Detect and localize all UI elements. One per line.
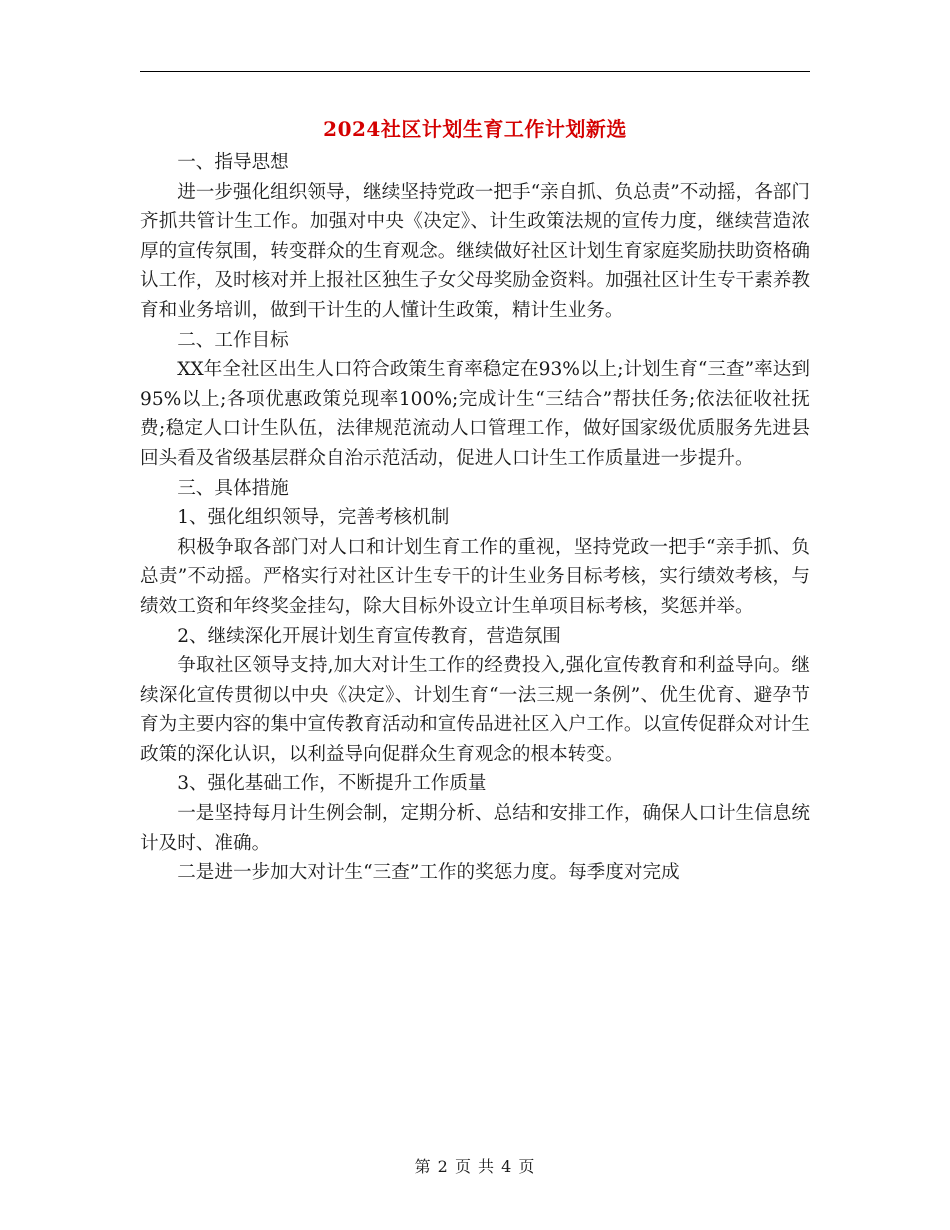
paragraph-guiding-ideology: 进一步强化组织领导，继续坚持党政一把手“亲自抓、负总责”不动摇，各部门齐抓共管计生工作。加强对中央《决定》、计生政策法规的宣传力度，继续营造浓厚的宣传氛围，转变群众的生育观念。继续做好社区计划生育家庭奖励扶助资格确认工作，及时核对并上报社区独生子女父母奖励金资料。加强社区计生专干素养教育和业务培训，做到干计生的人懂计生政策，精计生业务。: [140, 181, 810, 321]
document-title: 2024社区计划生育工作计划新选: [323, 117, 627, 141]
subheading-measure-3: 3、强化基础工作，不断提升工作质量: [177, 773, 487, 795]
paragraph-measure-3-item-1: 一是坚持每月计生例会制，定期分析、总结和安排工作，确保人口计生信息统计及时、准确。: [140, 803, 810, 854]
paragraph-measure-2: 争取社区领导支持,加大对计生工作的经费投入,强化宣传教育和利益导向。继续深化宣传贯彻以中央《决定》、计划生育“一法三规一条例”、优生优育、避孕节育为主要内容的集中宣传教育活动和宣传品进社区入户工作。以宣传促群众对计生政策的深化认识，以利益导向促群众生育观念的根本转变。: [140, 655, 810, 765]
heading-work-goals: 二、工作目标: [177, 329, 289, 351]
header-rule: [140, 71, 810, 72]
paragraph-work-goals: XX年全社区出生人口符合政策生育率稳定在93%以上;计划生育“三查”率达到95%以上;各项优惠政策兑现率100%;完成计生“三结合”帮扶任务;依法征收社抚费;稳定人口计生队伍，法律规范流动人口管理工作，做好国家级优质服务先进县回头看及省级基层群众自治示范活动，促进人口计生工作质量进一步提升。: [140, 359, 810, 469]
subheading-measure-1: 1、强化组织领导，完善考核机制: [177, 507, 450, 529]
subheading-measure-2: 2、继续深化开展计划生育宣传教育，营造氛围: [177, 625, 561, 647]
document-body: [140, 110, 810, 888]
page-number-footer: 第 2 页 共 4 页: [414, 1157, 536, 1176]
heading-guiding-ideology: 一、指导思想: [177, 152, 289, 173]
paragraph-measure-3-item-2: 二是进一步加大对计生“三查”工作的奖惩力度。每季度对完成: [177, 862, 680, 884]
paragraph-measure-1: 积极争取各部门对人口和计划生育工作的重视，坚持党政一把手“亲手抓、负总责”不动摇。严格实行对社区计生专干的计生业务目标考核，实行绩效考核，与绩效工资和年终奖金挂勾，除大目标外设立计生单项目标考核，奖惩并举。: [140, 536, 810, 617]
heading-specific-measures: 三、具体措施: [177, 477, 289, 499]
